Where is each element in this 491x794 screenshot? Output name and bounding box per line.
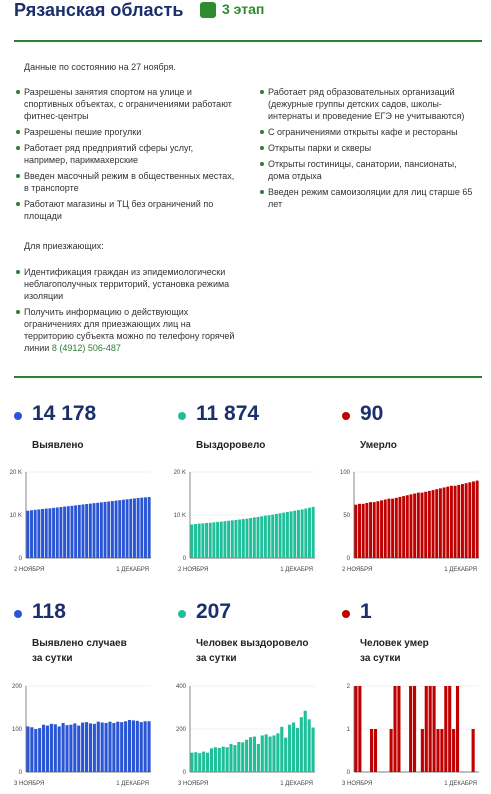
x-tick-label: 2 НОЯБРЯ xyxy=(178,567,209,573)
chart-bar xyxy=(391,499,394,558)
chart-bar xyxy=(229,744,232,772)
stat-label xyxy=(360,636,429,666)
list-item: Введен масочный режим в общественных местах, в транспорте xyxy=(16,170,238,194)
blue-dot-icon xyxy=(14,610,22,618)
chart-bar xyxy=(448,686,451,772)
chart-svg xyxy=(168,466,318,576)
chart-bar xyxy=(279,513,282,558)
chart-bar xyxy=(140,498,143,558)
x-tick-label: 1 ДЕКАБРЯ xyxy=(280,567,313,573)
y-tick-label: 1 xyxy=(346,727,350,733)
y-tick-label: 0 xyxy=(18,770,22,776)
list-item: Работает ряд образовательных организаций (дежурные группы детских садов, школы-интернаты и проведение ЕГЭ не учитываются) xyxy=(260,86,480,122)
chart-bar xyxy=(93,724,96,772)
chart-bar xyxy=(249,518,252,558)
chart-bar xyxy=(214,747,217,772)
chart-bar xyxy=(89,504,92,558)
x-tick-label: 3 НОЯБРЯ xyxy=(342,781,373,787)
date-line: Данные по состоянию на 27 ноября. xyxy=(24,62,176,72)
x-tick-label: 3 НОЯБРЯ xyxy=(178,781,209,787)
chart-bar xyxy=(120,722,123,772)
chart-bar xyxy=(242,519,245,558)
chart-bar xyxy=(358,686,361,772)
chart-bar xyxy=(101,723,104,772)
list-item: Разрешены занятия спортом на улице и спортивных объектах, с ограничениями работают фитнес-центры xyxy=(16,86,238,122)
chart-bar xyxy=(440,729,443,772)
stat-label: Выздоровело xyxy=(196,440,266,451)
chart-bar xyxy=(67,506,70,558)
stat-recovered xyxy=(178,402,328,462)
chart-bar xyxy=(137,498,140,558)
list-item: Открыты парки и скверы xyxy=(260,142,480,154)
y-tick-label: 0 xyxy=(346,556,350,562)
chart-bar xyxy=(73,723,76,772)
stat-detected-daily xyxy=(14,600,164,670)
chart-bar xyxy=(454,486,457,558)
restrictions-left-list xyxy=(16,86,238,226)
chart-bar xyxy=(222,747,225,772)
chart-bar xyxy=(393,686,396,772)
y-tick-label: 10 K xyxy=(173,513,186,519)
stat-label-line1: Выявлено случаев xyxy=(32,638,127,649)
chart-bar xyxy=(245,740,248,772)
y-tick-label: 0 xyxy=(346,770,350,776)
chart-bar xyxy=(190,524,193,558)
chart-bar xyxy=(374,729,377,772)
stat-label-line1: Человек выздоровело xyxy=(196,638,309,649)
restrictions-info xyxy=(14,46,482,372)
chart-bar xyxy=(226,747,229,772)
chart-bar xyxy=(37,509,40,558)
chart-bar xyxy=(231,520,234,558)
chart-bar xyxy=(97,722,100,772)
chart-bar xyxy=(406,495,409,558)
chart-bar xyxy=(390,729,393,772)
chart-bar xyxy=(210,748,213,772)
hotline-phone-link[interactable]: 8 (4912) 506-487 xyxy=(51,343,121,353)
teal-dot-icon xyxy=(178,610,186,618)
chart-bar xyxy=(136,721,139,772)
stat-label-line2: за сутки xyxy=(360,653,401,664)
stat-label: Умерло xyxy=(360,440,397,451)
chart-bar xyxy=(126,499,129,558)
x-tick-label: 1 ДЕКАБРЯ xyxy=(444,781,477,787)
chart-bar xyxy=(234,520,237,558)
stat-detected xyxy=(14,402,164,462)
chart-bar xyxy=(124,721,127,772)
chart-bar xyxy=(402,496,405,558)
chart-bar xyxy=(472,729,475,772)
chart-bar xyxy=(59,507,62,558)
chart-bar xyxy=(107,501,110,558)
chart-bar xyxy=(257,517,260,558)
stat-deaths-daily xyxy=(342,600,491,670)
chart-bar xyxy=(288,725,291,772)
chart-svg xyxy=(4,680,154,790)
chart-bar xyxy=(380,500,383,558)
chart-bar xyxy=(439,488,442,558)
chart-bar xyxy=(387,499,390,558)
chart-bar xyxy=(42,725,45,772)
chart-bar xyxy=(468,482,471,558)
y-tick-label: 20 K xyxy=(173,470,186,476)
chart-bar xyxy=(81,723,84,772)
chart-bar xyxy=(435,489,438,558)
chart-bar xyxy=(358,504,361,558)
chart-bar xyxy=(212,522,215,558)
chart-bar xyxy=(115,501,118,558)
chart-bar xyxy=(190,753,193,772)
chart-bar xyxy=(246,519,249,558)
y-tick-label: 0 xyxy=(18,556,22,562)
chart-bar xyxy=(132,720,135,772)
chart-bar xyxy=(297,510,300,558)
blue-dot-icon xyxy=(14,412,22,420)
chart-bar xyxy=(65,725,68,772)
chart-bar xyxy=(354,686,357,772)
y-tick-label: 50 xyxy=(343,513,350,519)
x-tick-label: 1 ДЕКАБРЯ xyxy=(444,567,477,573)
chart-bar xyxy=(398,497,401,558)
chart-bar xyxy=(311,727,314,772)
list-item: С ограничениями открыты кафе и рестораны xyxy=(260,126,480,138)
y-tick-label: 0 xyxy=(182,770,186,776)
chart-bar xyxy=(264,516,267,558)
chart-bar xyxy=(82,504,85,558)
arrival-text: Получить информацию о действующих ограничениях для приезжающих лиц на территорию субъекта можно по телефону горячей линии xyxy=(24,307,235,353)
chart-svg xyxy=(332,466,482,576)
chart-bar xyxy=(443,487,446,558)
chart-bar xyxy=(362,504,365,558)
chart-bar xyxy=(296,728,299,772)
chart-bar xyxy=(425,686,428,772)
y-tick-label: 100 xyxy=(11,727,22,733)
chart-bar xyxy=(52,508,55,558)
chart-bar xyxy=(48,508,51,558)
chart-bar xyxy=(122,500,125,558)
y-tick-label: 400 xyxy=(175,684,186,690)
chart-bar xyxy=(144,497,147,558)
list-item: Идентификация граждан из эпидемиологически неблагополучных территорий, установка режима изоляции xyxy=(16,266,238,302)
stat-deaths xyxy=(342,402,491,462)
chart-bar xyxy=(472,481,475,558)
chart-bar xyxy=(50,724,53,772)
restrictions-right-list xyxy=(260,86,480,214)
list-item: Разрешены пешие прогулки xyxy=(16,126,238,138)
chart-bar xyxy=(365,503,368,558)
chart-bar xyxy=(410,494,413,558)
chart-bar xyxy=(237,742,240,772)
chart-bar xyxy=(58,726,61,772)
stat-value: 11 874 xyxy=(196,402,260,425)
chart-bar xyxy=(46,726,49,772)
chart-bar xyxy=(436,729,439,772)
chart-bar xyxy=(269,737,272,772)
chart-bar xyxy=(220,522,223,558)
y-tick-label: 0 xyxy=(182,556,186,562)
chart-bar xyxy=(373,502,376,558)
chart-bar xyxy=(89,723,92,772)
chart-bar xyxy=(253,737,256,772)
stat-label-line2: за сутки xyxy=(196,653,237,664)
chart-bar xyxy=(452,729,455,772)
y-tick-label: 200 xyxy=(11,684,22,690)
chart-bar xyxy=(194,524,197,558)
chart-bar xyxy=(77,726,80,772)
x-tick-label: 2 НОЯБРЯ xyxy=(14,567,45,573)
chart-svg xyxy=(4,466,154,576)
chart-bar xyxy=(241,742,244,772)
chart-bar xyxy=(198,524,201,558)
x-tick-label: 2 НОЯБРЯ xyxy=(342,567,373,573)
chart-bar xyxy=(140,722,143,772)
chart-svg xyxy=(332,680,482,790)
stat-label xyxy=(32,636,127,666)
chart-bar xyxy=(69,725,72,772)
chart-bar xyxy=(265,734,268,772)
chart-bar xyxy=(290,511,293,558)
arrivals-list xyxy=(16,266,238,358)
chart-bar xyxy=(457,485,460,558)
chart-bar xyxy=(116,722,119,772)
chart-bar xyxy=(308,719,311,772)
chart-recovered-total xyxy=(168,466,318,576)
chart-bar xyxy=(144,721,147,772)
chart-bar xyxy=(216,522,219,558)
chart-bar xyxy=(26,726,29,772)
chart-bar xyxy=(233,745,236,772)
chart-bar xyxy=(275,514,278,558)
stat-label: Выявлено xyxy=(32,440,84,451)
stat-label-line1: Человек умер xyxy=(360,638,429,649)
chart-bar xyxy=(218,748,221,772)
chart-detected-daily xyxy=(4,680,154,790)
chart-bar xyxy=(272,735,275,772)
chart-bar xyxy=(56,507,59,558)
list-item: Работают магазины и ТЦ без ограничений по площади xyxy=(16,198,238,222)
chart-bar xyxy=(284,738,287,772)
chart-bar xyxy=(128,720,131,772)
stat-recovered-daily xyxy=(178,600,328,670)
chart-bar xyxy=(261,735,264,772)
chart-bar xyxy=(271,515,274,558)
chart-bar xyxy=(96,503,99,558)
chart-bar xyxy=(397,686,400,772)
chart-bar xyxy=(105,723,108,772)
chart-bar xyxy=(432,490,435,558)
chart-bar xyxy=(198,753,201,772)
chart-bar xyxy=(421,493,424,558)
chart-bar xyxy=(395,498,398,558)
chart-bar xyxy=(209,523,212,558)
chart-bar xyxy=(253,517,256,558)
chart-bar xyxy=(205,523,208,558)
top-divider xyxy=(14,40,482,42)
chart-bar xyxy=(301,509,304,558)
x-tick-label: 1 ДЕКАБРЯ xyxy=(116,781,149,787)
chart-bar xyxy=(276,733,279,772)
chart-bar xyxy=(268,515,271,558)
chart-bar xyxy=(202,752,205,772)
y-tick-label: 100 xyxy=(339,470,350,476)
y-tick-label: 10 K xyxy=(9,513,22,519)
red-dot-icon xyxy=(342,610,350,618)
chart-bar xyxy=(62,723,65,772)
chart-bar xyxy=(74,505,77,558)
red-dot-icon xyxy=(342,412,350,420)
chart-recovered-daily xyxy=(168,680,318,790)
chart-bar xyxy=(147,721,150,772)
chart-bar xyxy=(465,483,468,558)
chart-bar xyxy=(461,484,464,558)
chart-bar xyxy=(293,511,296,558)
stat-label-line2: за сутки xyxy=(32,653,73,664)
arrivals-title: Для приезжающих: xyxy=(24,241,104,251)
chart-bar xyxy=(312,507,315,558)
chart-bar xyxy=(104,502,107,558)
chart-bar xyxy=(476,481,479,558)
chart-bar xyxy=(282,513,285,558)
region-title: Рязанская область xyxy=(14,0,184,20)
chart-bar xyxy=(78,505,81,558)
chart-bar xyxy=(238,520,241,558)
chart-bar xyxy=(450,486,453,558)
chart-bar xyxy=(100,502,103,558)
chart-bar xyxy=(409,686,412,772)
chart-bar xyxy=(30,510,33,558)
middle-divider xyxy=(14,376,482,378)
chart-bar xyxy=(227,521,230,558)
chart-bar xyxy=(34,729,37,772)
chart-bar xyxy=(413,686,416,772)
x-tick-label: 1 ДЕКАБРЯ xyxy=(116,567,149,573)
chart-bar xyxy=(206,753,209,772)
chart-bar xyxy=(133,498,136,558)
chart-bar xyxy=(194,752,197,772)
chart-bar xyxy=(118,500,121,558)
stat-value: 207 xyxy=(196,600,232,623)
chart-detected-total xyxy=(4,466,154,576)
chart-bar xyxy=(26,511,29,558)
list-item xyxy=(16,306,238,354)
chart-bar xyxy=(308,508,311,558)
list-item: Работает ряд предприятий сферы услуг, например, парикмахерские xyxy=(16,142,238,166)
chart-bar xyxy=(54,724,57,772)
chart-bar xyxy=(354,505,357,558)
chart-bar xyxy=(148,497,151,558)
chart-bar xyxy=(428,491,431,558)
chart-bar xyxy=(38,728,41,772)
chart-bar xyxy=(413,494,416,559)
stat-value: 14 178 xyxy=(32,402,97,425)
y-tick-label: 2 xyxy=(346,684,350,690)
chart-bar xyxy=(384,500,387,558)
chart-deaths-total xyxy=(332,466,482,576)
chart-bar xyxy=(429,686,432,772)
chart-bar xyxy=(129,499,132,558)
chart-bar xyxy=(108,722,111,772)
chart-bar xyxy=(260,516,263,558)
chart-bar xyxy=(111,501,114,558)
chart-bar xyxy=(304,509,307,558)
stat-value: 1 xyxy=(360,600,372,623)
chart-bar xyxy=(433,686,436,772)
chart-bar xyxy=(41,509,44,558)
chart-bar xyxy=(370,729,373,772)
chart-bar xyxy=(456,686,459,772)
chart-bar xyxy=(63,507,66,558)
chart-bar xyxy=(421,729,424,772)
stat-value: 118 xyxy=(32,600,66,623)
chart-bar xyxy=(446,487,449,558)
chart-bar xyxy=(201,523,204,558)
y-tick-label: 200 xyxy=(175,727,186,733)
chart-bar xyxy=(376,501,379,558)
x-tick-label: 3 НОЯБРЯ xyxy=(14,781,45,787)
chart-svg xyxy=(168,680,318,790)
chart-bar xyxy=(292,723,295,772)
chart-bar xyxy=(257,744,260,772)
chart-bar xyxy=(300,717,303,772)
chart-bar xyxy=(30,727,33,772)
chart-bar xyxy=(93,503,96,558)
chart-bar xyxy=(304,711,307,772)
stat-label xyxy=(196,636,309,666)
chart-bar xyxy=(112,723,115,772)
teal-dot-icon xyxy=(178,412,186,420)
chart-bar xyxy=(417,493,420,558)
chart-bar xyxy=(70,506,73,558)
stat-value: 90 xyxy=(360,402,384,425)
y-tick-label: 20 K xyxy=(9,470,22,476)
chart-bar xyxy=(34,510,37,558)
chart-bar xyxy=(424,492,427,558)
list-item: Введен режим самоизоляции для лиц старше 65 лет xyxy=(260,186,480,210)
chart-bar xyxy=(369,502,372,558)
chart-bar xyxy=(45,509,48,558)
x-tick-label: 1 ДЕКАБРЯ xyxy=(280,781,313,787)
chart-bar xyxy=(286,512,289,558)
header xyxy=(14,0,484,24)
chart-bar xyxy=(85,722,88,772)
list-item: Открыты гостиницы, санатории, пансионаты, дома отдыха xyxy=(260,158,480,182)
chart-bar xyxy=(223,521,226,558)
stage-label: 3 этап xyxy=(222,1,265,17)
chart-bar xyxy=(280,727,283,772)
chart-bar xyxy=(249,737,252,772)
stage-indicator-icon xyxy=(200,2,216,18)
chart-bar xyxy=(85,504,88,558)
chart-bar xyxy=(444,686,447,772)
chart-deaths-daily xyxy=(332,680,482,790)
